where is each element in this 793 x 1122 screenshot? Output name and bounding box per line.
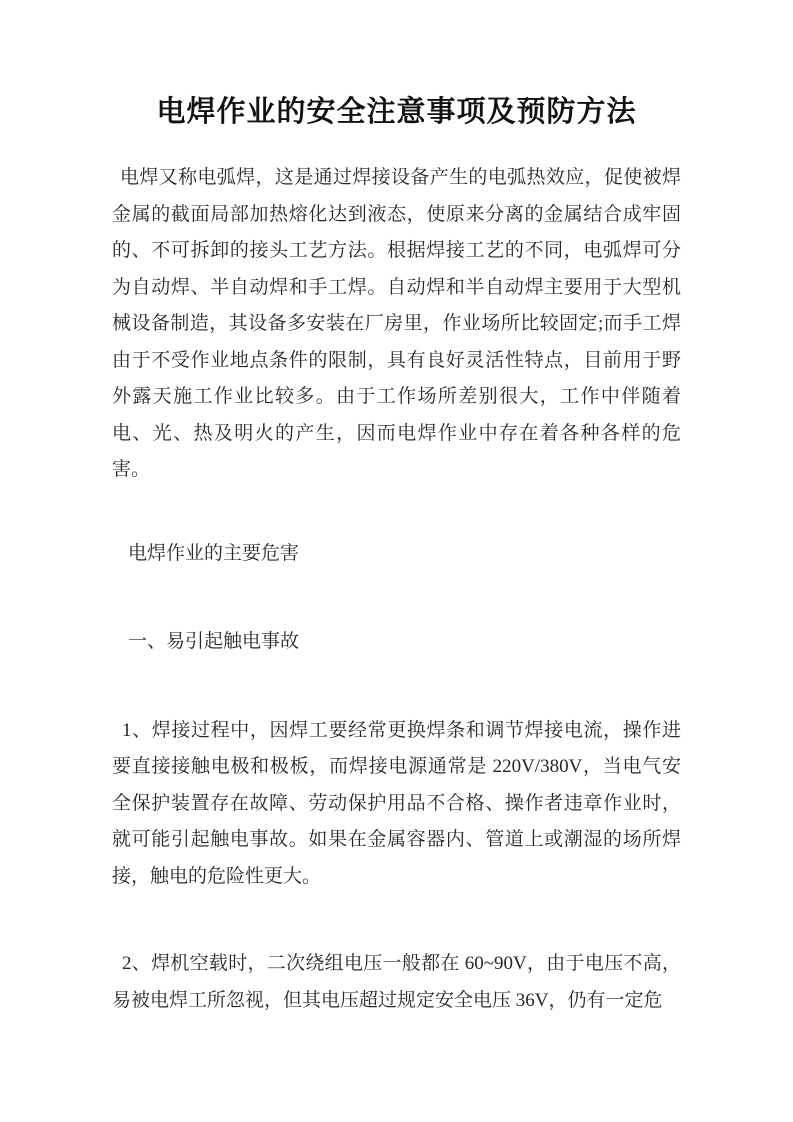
intro-paragraph: 电焊又称电弧焊，这是通过焊接设备产生的电弧热效应，促使被焊金属的截面局部加热熔化达到液态，使原来分离的金属结合成牢固的、不可拆卸的接头工艺方法。根据焊接工艺的不同，电弧焊可分为自动焊、半自动焊和手工焊。自动焊和半自动焊主要用于大型机械设备制造，其设备多安装在厂房里，作业场所比较固定;而手工焊由于不受作业地点条件的限制，具有良好灵活性特点，目前用于野外露天施工作业比较多。由于工作场所差别很大，工作中伴随着电、光、热及明火的产生，因而电焊作业中存在着各种各样的危害。 [112,167,681,480]
subsection-heading: 一、易引起触电事故 [128,631,300,652]
hazard-item-1: 1、焊接过程中，因焊工要经常更换焊条和调节焊接电流，操作进要直接接触电极和极板，而焊接电源通常是 220V/380V，当电气安全保护装置存在故障、劳动保护用品不合格、操作者违章作业时，就可能引起触电事故。如果在金属容器内、管道上或潮湿的场所焊接，触电的危险性更大。 [112,719,681,887]
document-body [112,160,681,1019]
document-title: 电焊作业的安全注意事项及预防方法 [156,96,637,128]
hazard-item-2: 2、焊机空载时，二次绕组电压一般都在 60~90V，由于电压不高，易被电焊工所忽视，但其电压超过规定安全电压 36V，仍有一定危 [112,953,681,1011]
section-heading: 电焊作业的主要危害 [128,542,300,564]
